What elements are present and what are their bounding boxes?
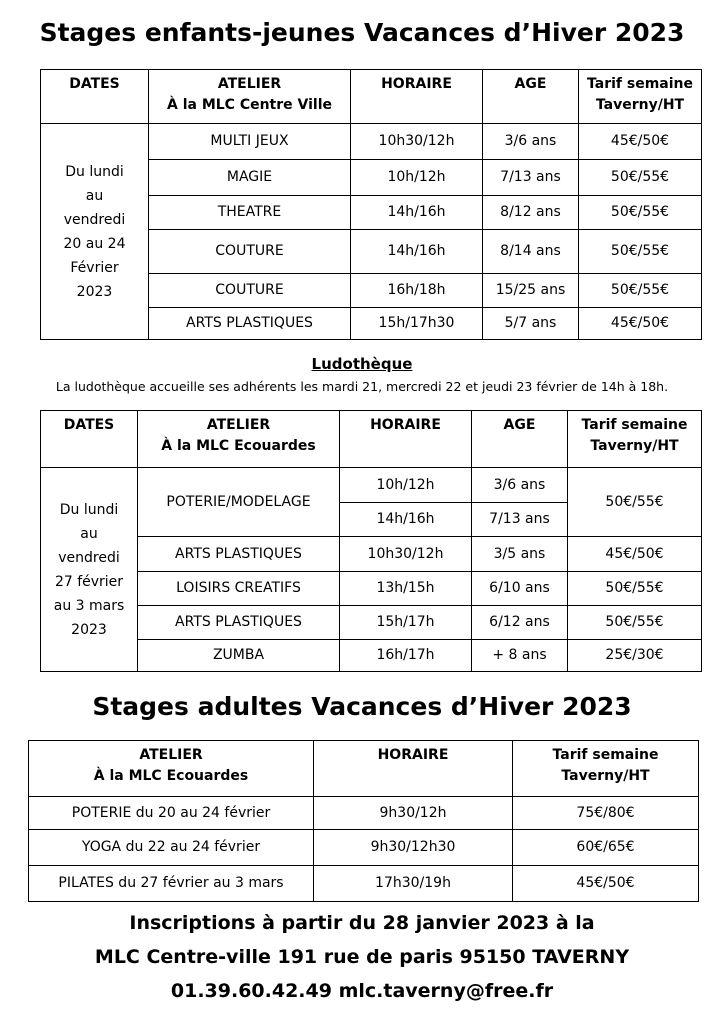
- inscriptions-line-2: MLC Centre-ville 191 rue de paris 95150 TAVERNY: [94, 946, 630, 968]
- table-header-row: [41, 70, 702, 124]
- header-horaire: HORAIRE: [314, 741, 513, 797]
- atelier-cell: MAGIE: [149, 160, 351, 196]
- page-title-youth: Stages enfants-jeunes Vacances d’Hiver 2023: [39, 18, 685, 47]
- dates-cell: Du lundi au vendredi 27 février au 3 mars 2023: [41, 468, 138, 672]
- atelier-cell: YOGA du 22 au 24 février: [29, 830, 314, 866]
- header-atelier: ATELIER À la MLC Ecouardes: [29, 741, 314, 797]
- header-age: AGE: [483, 70, 579, 124]
- atelier-cell: MULTI JEUX: [149, 124, 351, 160]
- table-row: [41, 124, 702, 160]
- horaire-cell: 15h/17h: [340, 606, 472, 640]
- horaire-cell: 14h/16h: [351, 196, 483, 230]
- age-cell: 6/12 ans: [472, 606, 568, 640]
- inscriptions-contact: 01.39.60.42.49 mlc.taverny@free.fr: [170, 980, 554, 1002]
- table-header-row: [41, 411, 702, 468]
- table-row: [41, 572, 702, 606]
- tarif-cell: 50€/55€: [579, 274, 702, 308]
- age-cell: 6/10 ans: [472, 572, 568, 606]
- header-tarif: Tarif semaine Taverny/HT: [579, 70, 702, 124]
- header-horaire: HORAIRE: [340, 411, 472, 468]
- header-dates: DATES: [41, 70, 149, 124]
- horaire-cell: 17h30/19h: [314, 866, 513, 902]
- horaire-cell: 14h/16h: [340, 503, 472, 537]
- table-header-row: [29, 741, 699, 797]
- tarif-cell: 60€/65€: [513, 830, 699, 866]
- atelier-cell: LOISIRS CREATIFS: [138, 572, 340, 606]
- tarif-cell: 25€/30€: [568, 640, 702, 672]
- tarif-cell: 45€/50€: [568, 537, 702, 572]
- page-title-adults: Stages adultes Vacances d’Hiver 2023: [92, 692, 632, 721]
- age-cell: + 8 ans: [472, 640, 568, 672]
- horaire-cell: 10h/12h: [351, 160, 483, 196]
- atelier-cell: ARTS PLASTIQUES: [138, 606, 340, 640]
- inscriptions-line-1: Inscriptions à partir du 28 janvier 2023 à la: [129, 912, 595, 934]
- ludotheque-title: Ludothèque: [311, 355, 413, 373]
- atelier-cell: ARTS PLASTIQUES: [138, 537, 340, 572]
- age-cell: 3/6 ans: [472, 468, 568, 503]
- header-age: AGE: [472, 411, 568, 468]
- age-cell: 8/12 ans: [483, 196, 579, 230]
- horaire-cell: 10h30/12h: [340, 537, 472, 572]
- tarif-cell: 50€/55€: [579, 230, 702, 274]
- header-tarif: Tarif semaine Taverny/HT: [513, 741, 699, 797]
- header-dates: DATES: [41, 411, 138, 468]
- tarif-cell: 50€/55€: [568, 572, 702, 606]
- age-cell: 5/7 ans: [483, 308, 579, 340]
- adult-table-ecouardes: [28, 740, 699, 902]
- tarif-cell: 50€/55€: [568, 468, 702, 537]
- age-cell: 8/14 ans: [483, 230, 579, 274]
- table-row: [41, 640, 702, 672]
- horaire-cell: 13h/15h: [340, 572, 472, 606]
- header-tarif: Tarif semaine Taverny/HT: [568, 411, 702, 468]
- atelier-cell: THEATRE: [149, 196, 351, 230]
- horaire-cell: 15h/17h30: [351, 308, 483, 340]
- dates-cell: Du lundi au vendredi 20 au 24 Février 2023: [41, 124, 149, 340]
- atelier-cell: COUTURE: [149, 274, 351, 308]
- tarif-cell: 50€/55€: [579, 160, 702, 196]
- horaire-cell: 9h30/12h: [314, 797, 513, 830]
- tarif-cell: 45€/50€: [513, 866, 699, 902]
- header-atelier: ATELIER À la MLC Ecouardes: [138, 411, 340, 468]
- age-cell: 3/6 ans: [483, 124, 579, 160]
- horaire-cell: 14h/16h: [351, 230, 483, 274]
- table-row: [41, 606, 702, 640]
- tarif-cell: 75€/80€: [513, 797, 699, 830]
- tarif-cell: 45€/50€: [579, 124, 702, 160]
- atelier-cell: ARTS PLASTIQUES: [149, 308, 351, 340]
- table-row: [41, 537, 702, 572]
- horaire-cell: 10h30/12h: [351, 124, 483, 160]
- atelier-cell: PILATES du 27 février au 3 mars: [29, 866, 314, 902]
- table-row: [29, 866, 699, 902]
- age-cell: 7/13 ans: [483, 160, 579, 196]
- age-cell: 3/5 ans: [472, 537, 568, 572]
- tarif-cell: 50€/55€: [568, 606, 702, 640]
- atelier-cell: COUTURE: [149, 230, 351, 274]
- age-cell: 15/25 ans: [483, 274, 579, 308]
- horaire-cell: 16h/18h: [351, 274, 483, 308]
- age-cell: 7/13 ans: [472, 503, 568, 537]
- atelier-cell: POTERIE du 20 au 24 février: [29, 797, 314, 830]
- table-row: [41, 468, 702, 503]
- atelier-cell: POTERIE/MODELAGE: [138, 468, 340, 537]
- tarif-cell: 50€/55€: [579, 196, 702, 230]
- horaire-cell: 9h30/12h30: [314, 830, 513, 866]
- header-horaire: HORAIRE: [351, 70, 483, 124]
- table-row: [29, 830, 699, 866]
- horaire-cell: 16h/17h: [340, 640, 472, 672]
- ludotheque-text: La ludothèque accueille ses adhérents les mardi 21, mercredi 22 et jeudi 23 février de 14h à 18h.: [55, 379, 669, 394]
- youth-table-centre-ville: [40, 69, 702, 340]
- atelier-cell: ZUMBA: [138, 640, 340, 672]
- tarif-cell: 45€/50€: [579, 308, 702, 340]
- youth-table-ecouardes: [40, 410, 702, 672]
- header-atelier: ATELIER À la MLC Centre Ville: [149, 70, 351, 124]
- horaire-cell: 10h/12h: [340, 468, 472, 503]
- table-row: [29, 797, 699, 830]
